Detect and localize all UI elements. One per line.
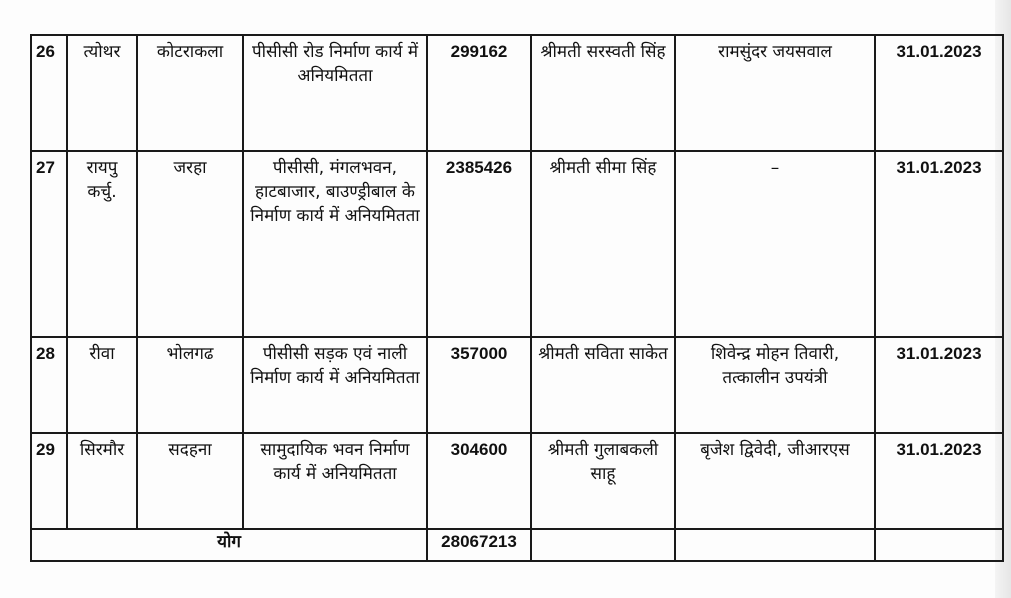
row-number: 28 xyxy=(31,337,67,433)
table-row xyxy=(31,151,1003,337)
date-cell: 31.01.2023 xyxy=(875,151,1003,337)
table-row xyxy=(31,433,1003,529)
total-label: योग xyxy=(31,529,427,561)
district-cell: रायपु कर्चु. xyxy=(67,151,137,337)
amount-cell: 304600 xyxy=(427,433,531,529)
table-row xyxy=(31,337,1003,433)
officer-cell: बृजेश द्विवेदी, जीआरएस xyxy=(675,433,875,529)
row-number: 27 xyxy=(31,151,67,337)
empty-cell xyxy=(531,529,675,561)
empty-cell xyxy=(675,529,875,561)
irregularity-table xyxy=(30,34,1004,562)
amount-cell: 299162 xyxy=(427,35,531,151)
sarpanch-cell: श्रीमती सीमा सिंह xyxy=(531,151,675,337)
sarpanch-cell: श्रीमती सरस्वती सिंह xyxy=(531,35,675,151)
officer-cell: – xyxy=(675,151,875,337)
date-cell: 31.01.2023 xyxy=(875,337,1003,433)
sarpanch-cell: श्रीमती गुलाबकली साहू xyxy=(531,433,675,529)
date-cell: 31.01.2023 xyxy=(875,433,1003,529)
empty-cell xyxy=(875,529,1003,561)
work-description-cell: सामुदायिक भवन निर्माण कार्य में अनियमितता xyxy=(243,433,427,529)
table-row xyxy=(31,35,1003,151)
total-row xyxy=(31,529,1003,561)
amount-cell: 357000 xyxy=(427,337,531,433)
gram-panchayat-cell: सदहना xyxy=(137,433,243,529)
district-cell: त्योथर xyxy=(67,35,137,151)
officer-cell: शिवेन्द्र मोहन तिवारी, तत्कालीन उपयंत्री xyxy=(675,337,875,433)
officer-cell: रामसुंदर जयसवाल xyxy=(675,35,875,151)
row-number: 26 xyxy=(31,35,67,151)
district-cell: रीवा xyxy=(67,337,137,433)
sarpanch-cell: श्रीमती सविता साकेत xyxy=(531,337,675,433)
row-number: 29 xyxy=(31,433,67,529)
work-description-cell: पीसीसी, मंगलभवन, हाटबाजार, बाउण्ड्रीबाल के निर्माण कार्य में अनियमितता xyxy=(243,151,427,337)
work-description-cell: पीसीसी रोड निर्माण कार्य में अनियमितता xyxy=(243,35,427,151)
date-cell: 31.01.2023 xyxy=(875,35,1003,151)
district-cell: सिरमौर xyxy=(67,433,137,529)
amount-cell: 2385426 xyxy=(427,151,531,337)
gram-panchayat-cell: कोटराकला xyxy=(137,35,243,151)
work-description-cell: पीसीसी सड़क एवं नाली निर्माण कार्य में अनियमितता xyxy=(243,337,427,433)
gram-panchayat-cell: भोलगढ xyxy=(137,337,243,433)
gram-panchayat-cell: जरहा xyxy=(137,151,243,337)
total-amount: 28067213 xyxy=(427,529,531,561)
